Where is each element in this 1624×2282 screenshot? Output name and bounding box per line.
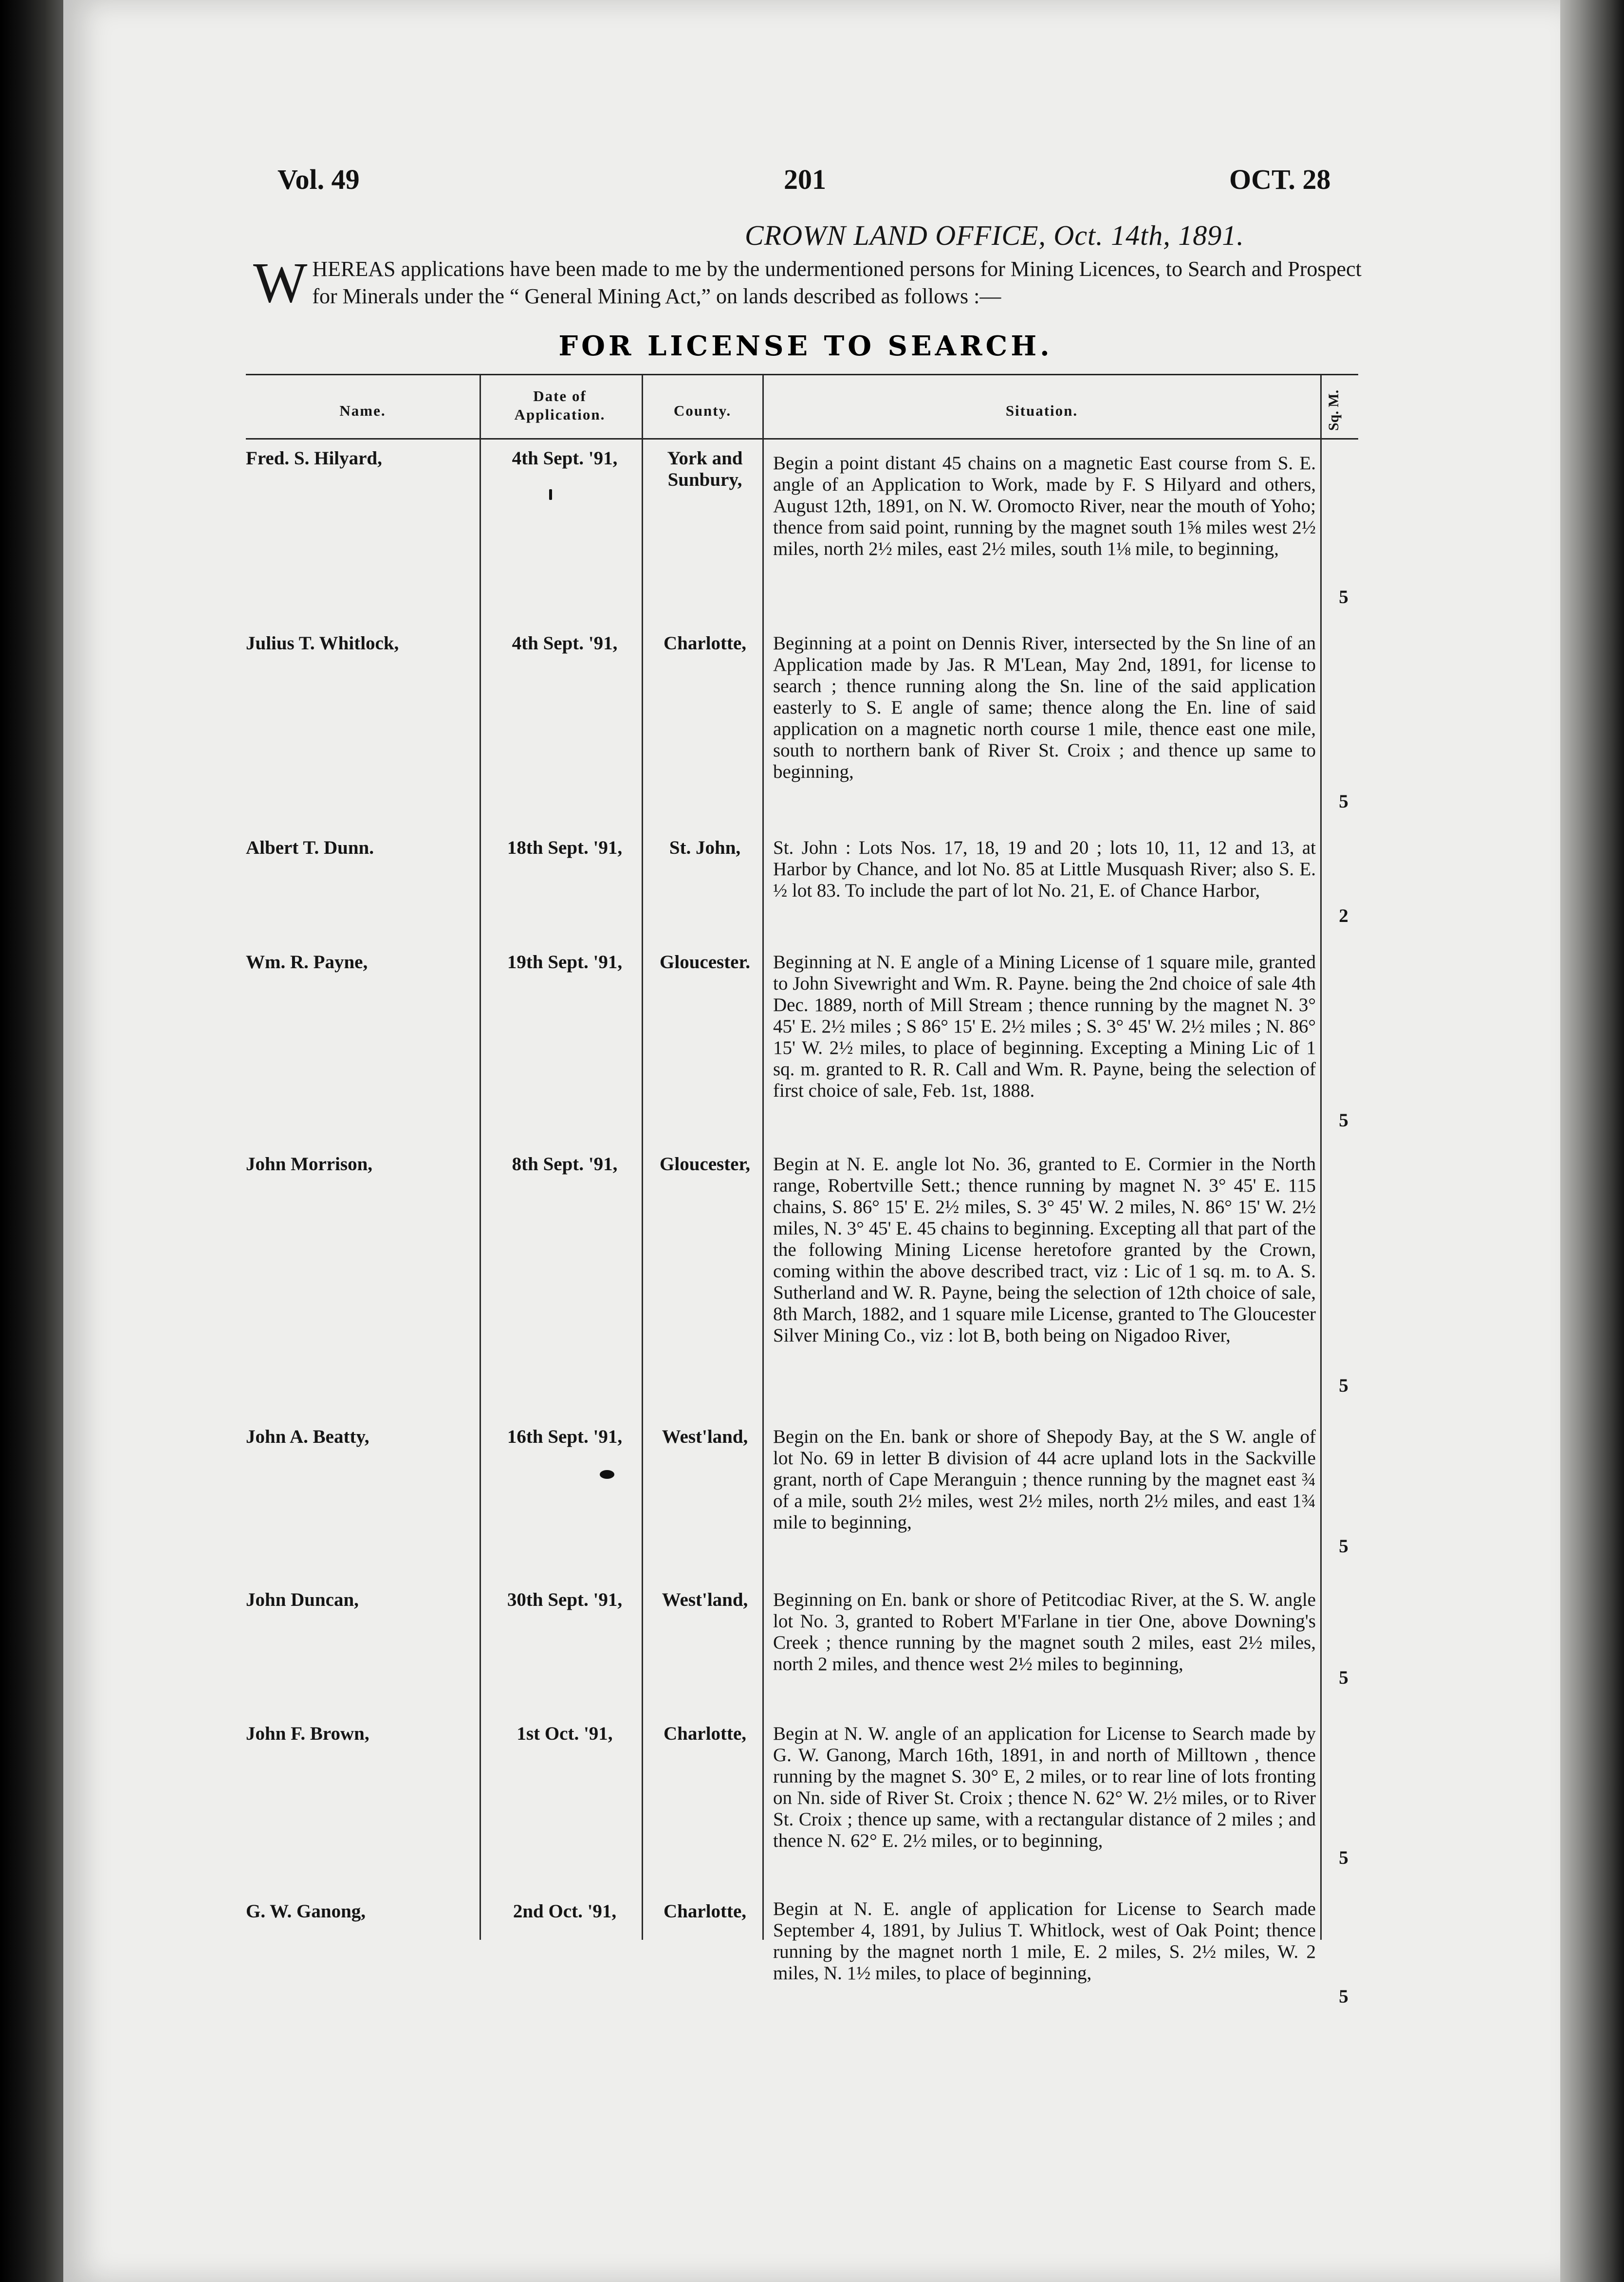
row-date: 8th Sept. '91,	[512, 1154, 618, 1175]
row-county: West'land,	[662, 1426, 748, 1447]
drop-cap: W	[253, 251, 308, 314]
row-sq-m: 5	[1339, 1986, 1348, 2007]
row-county: York and Sunbury,	[667, 448, 743, 490]
row-name: John Morrison,	[246, 1154, 373, 1175]
row-name: G. W. Ganong,	[246, 1901, 366, 1922]
column-header-county: County.	[673, 402, 732, 419]
row-sq-m: 5	[1339, 791, 1348, 812]
row-name: John Duncan,	[246, 1589, 359, 1610]
ink-speck	[549, 489, 552, 500]
row-situation: St. John : Lots Nos. 17, 18, 19 and 20 ; lots 10, 11, 12 and 13, at Harbor by Chance, and lot No. 85 at Little Musquash River; also S. E. ½ lot 83. To include the part of lot No. 21, E. of Chance Harbor,	[773, 837, 1316, 901]
row-date: 18th Sept. '91,	[507, 837, 623, 858]
section-title: FOR LICENSE TO SEARCH.	[558, 330, 1053, 362]
row-date: 2nd Oct. '91,	[513, 1901, 617, 1922]
row-name: John F. Brown,	[246, 1723, 369, 1744]
row-sq-m: 5	[1339, 587, 1348, 607]
row-date: 4th Sept. '91,	[512, 633, 618, 654]
row-date: 30th Sept. '91,	[507, 1589, 623, 1610]
column-header-sq-m: Sq. M.	[1326, 389, 1342, 431]
volume-label: Vol. 49	[277, 164, 360, 195]
page-number: 201	[784, 164, 826, 195]
row-date: 16th Sept. '91,	[507, 1426, 623, 1447]
row-name: John A. Beatty,	[246, 1426, 369, 1447]
row-county: St. John,	[669, 837, 741, 858]
column-header-date: Date of Application.	[514, 387, 606, 423]
issue-date: OCT. 28	[1229, 164, 1331, 195]
row-sq-m: 5	[1339, 1536, 1348, 1557]
scan-right-edge	[1560, 0, 1624, 2282]
row-name: Julius T. Whitlock,	[246, 633, 399, 654]
column-divider-4	[1320, 375, 1322, 1940]
row-sq-m: 2	[1339, 905, 1348, 926]
row-date: 4th Sept. '91,	[512, 448, 618, 469]
row-county: Charlotte,	[663, 1723, 747, 1744]
row-situation: Beginning at a point on Dennis River, intersected by the Sn line of an Application made by Jas. R M'Lean, May 2nd, 1891, for license to search ; thence running along the Sn. line of the said application easterly to S. E angle of same; thence along the En. line of said application on a magnetic north course 1 mile, thence east one mile, south to northern bank of River St. Croix ; and thence up same to beginning,	[773, 633, 1316, 782]
intro-paragraph	[253, 251, 1368, 314]
column-divider-1	[480, 375, 481, 1940]
row-county: Charlotte,	[663, 633, 747, 654]
row-date: 1st Oct. '91,	[517, 1723, 613, 1744]
intro-text: HEREAS applications have been made to me by the undermentioned persons for Mining Licences, to Search and Prospect for Minerals under the “ General Mining Act,” on lands described as follows :—	[312, 257, 1362, 308]
ink-speck	[600, 1470, 614, 1479]
row-name: Albert T. Dunn.	[246, 837, 374, 858]
row-situation: Begin a point distant 45 chains on a magnetic East course from S. E. angle of an Application to Work, made by F. S Hilyard and others, August 12th, 1891, on N. W. Oromocto River, near the mouth of Yoho; thence from said point, running by the magnet south 1⅝ miles west 2½ miles, north 2½ miles, east 2½ miles, south 1⅛ mile, to beginning,	[773, 453, 1316, 559]
row-situation: Begin on the En. bank or shore of Shepody Bay, at the S W. angle of lot No. 69 in letter B division of 44 acre upland lots in the Sackville grant, north of Cape Meranguin ; thence running by the magnet east ¾ of a mile, south 2½ miles, west 2½ miles, north 2½ miles, and east 1¾ mile to beginning,	[773, 1426, 1316, 1533]
column-header-situation: Situation.	[1005, 402, 1078, 419]
row-sq-m: 5	[1339, 1375, 1348, 1396]
table-header-rule	[246, 438, 1358, 440]
row-county: Charlotte,	[663, 1901, 747, 1922]
row-county: West'land,	[662, 1589, 748, 1610]
table-top-rule	[246, 374, 1358, 375]
row-county: Gloucester,	[660, 1154, 750, 1175]
row-sq-m: 5	[1339, 1110, 1348, 1131]
column-header-name: Name.	[339, 402, 386, 419]
row-situation: Begin at N. W. angle of an application for License to Search made by G. W. Ganong, March 16th, 1891, in and north of Milltown , thence running by the magnet S. 30° E, 2 miles, or to rear line of lots fronting on Nn. side of River St. Croix ; thence N. 62° W. 2½ miles, or to River St. Croix ; thence up same, with a rectangular distance of 2 miles ; and thence N. 62° E. 2½ miles, or to beginning,	[773, 1723, 1316, 1851]
office-heading: CROWN LAND OFFICE, Oct. 14th, 1891.	[745, 220, 1244, 251]
row-date: 19th Sept. '91,	[507, 952, 623, 973]
row-situation: Beginning at N. E angle of a Mining License of 1 square mile, granted to John Sivewright and Wm. R. Payne. being the 2nd choice of sale 4th Dec. 1889, north of Mill Stream ; thence running by the magnet N. 3° 45' E. 2½ miles ; S 86° 15' E. 2½ miles ; S. 3° 45' W. 2½ miles ; N. 86° 15' W. 2½ miles, to place of beginning. Excepting a Mining Lic of 1 sq. m. granted to R. R. Call and Wm. R. Payne, being the selection of first choice of sale, Feb. 1st, 1888.	[773, 952, 1316, 1101]
row-name: Fred. S. Hilyard,	[246, 448, 382, 469]
row-sq-m: 5	[1339, 1667, 1348, 1688]
row-sq-m: 5	[1339, 1847, 1348, 1868]
row-name: Wm. R. Payne,	[246, 952, 368, 973]
scan-left-edge	[0, 0, 63, 2282]
row-situation: Begin at N. E. angle of application for License to Search made September 4, 1891, by Julius T. Whitlock, west of Oak Point; thence running by the magnet north 1 mile, E. 2 miles, S. 2½ miles, W. 2 miles, N. 1½ miles, to place of beginning,	[773, 1898, 1316, 1984]
row-county: Gloucester.	[660, 952, 750, 973]
row-situation: Begin at N. E. angle lot No. 36, granted to E. Cormier in the North range, Robertville Sett.; thence running by magnet N. 3° 45' E. 115 chains, S. 86° 15' E. 2½ miles, S. 3° 45' W. 2 miles, N. 86° 15' W. 2½ miles, N. 3° 45' E. 45 chains to beginning. Excepting all that part of the the following Mining License heretofore granted by the Crown, coming within the above described tract, viz : Lic of 1 sq. m. to A. S. Sutherland and W. R. Payne, being the selection of 12th choice of sale, 8th March, 1882, and 1 square mile License, granted to The Gloucester Silver Mining Co., viz : lot B, both being on Nigadoo River,	[773, 1154, 1316, 1346]
row-situation: Beginning on En. bank or shore of Petitcodiac River, at the S. W. angle lot No. 3, granted to Robert M'Farlane in tier One, above Downing's Creek ; thence running by the magnet south 2 miles, east 2½ miles, north 2 miles, and thence west 2½ miles to beginning,	[773, 1589, 1316, 1675]
